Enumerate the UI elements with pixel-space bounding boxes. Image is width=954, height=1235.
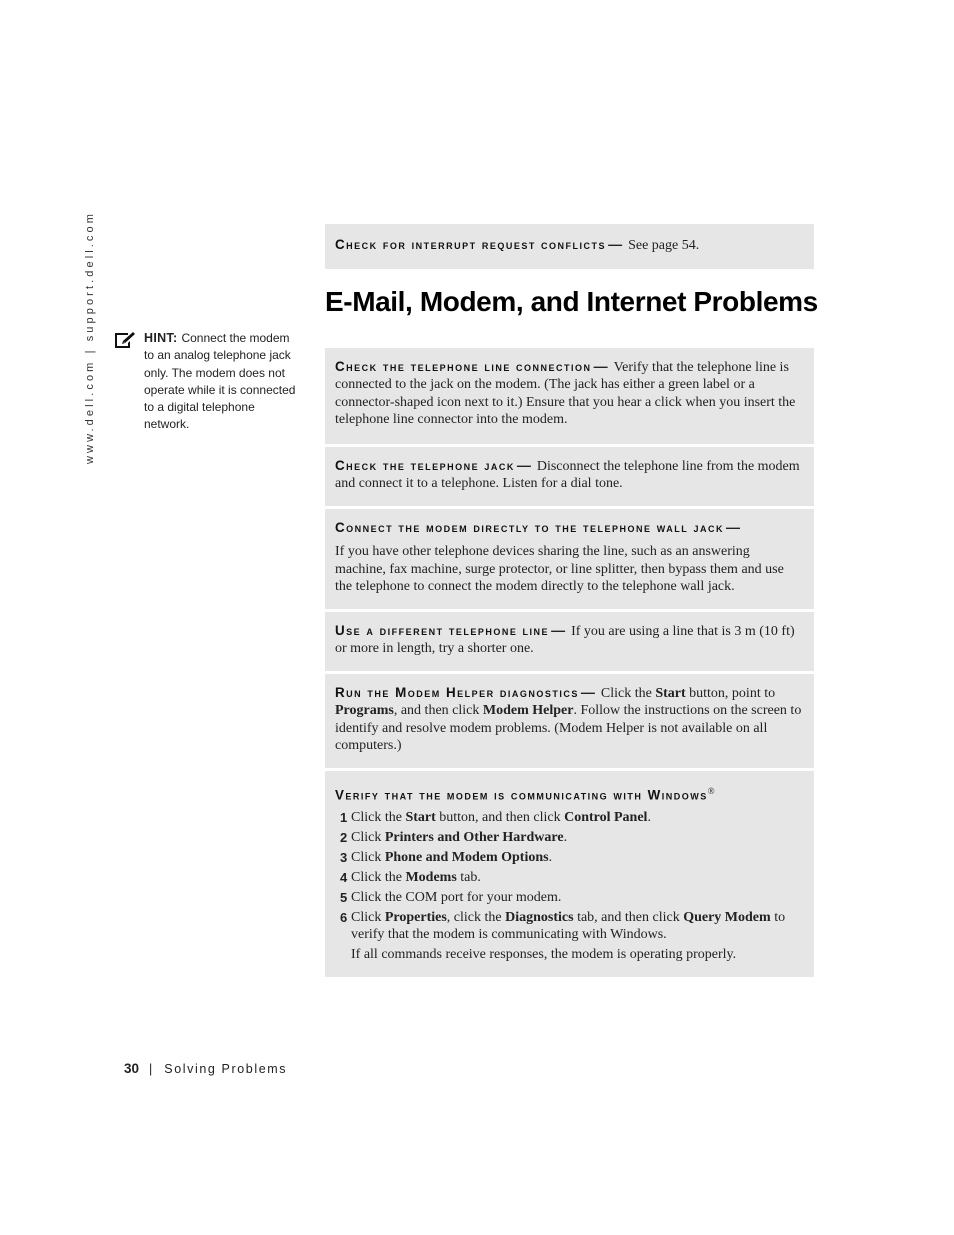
irq-text: See page 54. bbox=[628, 238, 700, 253]
side-url: www.dell.com | support.dell.com bbox=[84, 210, 96, 464]
step-number: 2 bbox=[340, 830, 348, 846]
irq-dash: — bbox=[608, 236, 623, 252]
jack-heading: Check the telephone jack bbox=[335, 458, 515, 473]
different-line-box bbox=[325, 612, 814, 671]
modem-helper-start: Start bbox=[655, 686, 686, 701]
step-number: 1 bbox=[340, 810, 348, 826]
line-connection-heading: Check the telephone line connection bbox=[335, 359, 592, 374]
different-line-heading: Use a different telephone line bbox=[335, 623, 550, 638]
step-text: . bbox=[548, 850, 553, 866]
line-connection-text: Verify that the telephone line is connected to the jack on the modem. (The jack has either a green label or a connector-shaped icon next to it.) Ensure that you hear a click when you insert the telephone line connector into the modem. bbox=[335, 360, 796, 428]
step-bold: Phone and Modem Options bbox=[384, 850, 549, 866]
step-1 bbox=[335, 809, 802, 826]
step-2 bbox=[335, 829, 802, 846]
step-3 bbox=[335, 849, 802, 866]
footer-separator: | bbox=[149, 1062, 153, 1076]
step-text: . bbox=[563, 830, 568, 846]
step-text: Click the bbox=[351, 810, 402, 826]
section-name: Solving Problems bbox=[164, 1062, 288, 1076]
step-number: 4 bbox=[340, 870, 348, 886]
different-line-text: If you are using a line that is 3 m (10 ft) or more in length, try a shorter one. bbox=[335, 624, 795, 657]
modem-helper-text-4: . Follow the instructions on the screen to identify and resolve modem problems. (Modem Helper is not available on all computers.) bbox=[335, 703, 802, 754]
step-number: 3 bbox=[340, 850, 348, 866]
step-5 bbox=[335, 889, 802, 906]
modem-helper-text-1: Click the bbox=[600, 686, 652, 701]
modem-helper-heading: Run the Modem Helper diagnostics bbox=[335, 685, 579, 700]
jack-dash: — bbox=[516, 457, 531, 473]
jack-box bbox=[325, 447, 814, 506]
step-text: Click the bbox=[351, 870, 402, 886]
step-number: 5 bbox=[340, 890, 348, 906]
modem-helper-box bbox=[325, 674, 814, 768]
hint-label: HINT: bbox=[144, 331, 178, 345]
step-text: Click bbox=[351, 830, 382, 846]
step-text: tab, and then click bbox=[577, 910, 680, 926]
page-title: E-Mail, Modem, and Internet Problems bbox=[325, 286, 818, 317]
step-bold: Printers and Other Hardware bbox=[384, 830, 564, 846]
pencil-note-icon bbox=[114, 331, 136, 349]
step-bold: Diagnostics bbox=[505, 910, 574, 926]
modem-helper-text-2: button, point to bbox=[689, 686, 776, 701]
irq-heading: Check for interrupt request conflicts bbox=[335, 237, 607, 252]
registered-mark: ® bbox=[707, 786, 715, 796]
step-text: tab. bbox=[460, 870, 481, 886]
line-connection-box bbox=[325, 348, 814, 444]
step-bold: Query Modem bbox=[683, 910, 771, 926]
different-line-dash: — bbox=[551, 622, 566, 638]
verify-final-note: If all commands receive responses, the modem is operating properly. bbox=[351, 947, 737, 963]
irq-box bbox=[325, 224, 814, 269]
line-connection-dash: — bbox=[593, 358, 608, 374]
modem-helper-name: Modem Helper bbox=[482, 703, 574, 719]
hint-text bbox=[144, 330, 302, 434]
step-text: Click bbox=[351, 850, 382, 866]
page-number: 30 bbox=[124, 1061, 140, 1076]
hint-body: Connect the modem to an analog telephone jack only. The modem does not operate while it is connected to a digital telephone network. bbox=[144, 331, 296, 432]
step-bold: Control Panel bbox=[564, 810, 648, 826]
wall-jack-text: If you have other telephone devices sharing the line, such as an answering machine, fax machine, surge protector, or line splitter, then bypass them and use the telephone to connect the modem directly to the telephone wall jack. bbox=[335, 544, 784, 595]
step-bold: Start bbox=[405, 810, 436, 826]
wall-jack-heading: Connect the modem directly to the telephone wall jack bbox=[335, 520, 724, 535]
verify-heading: Verify that the modem is communicating with Windows bbox=[335, 787, 708, 803]
step-text: to verify that the modem is communicating with Windows. bbox=[351, 910, 786, 943]
step-number: 6 bbox=[340, 910, 348, 926]
step-text: , click the bbox=[446, 910, 502, 926]
step-4 bbox=[335, 869, 802, 886]
step-bold: Modems bbox=[405, 870, 457, 886]
jack-text: Disconnect the telephone line from the modem and connect it to a telephone. Listen for a dial tone. bbox=[335, 459, 800, 492]
step-text: . bbox=[647, 810, 651, 826]
modem-helper-programs: Programs bbox=[335, 703, 394, 719]
step-6 bbox=[335, 909, 802, 944]
step-text: button, and then click bbox=[439, 810, 561, 826]
wall-jack-dash: — bbox=[725, 519, 740, 535]
modem-helper-dash: — bbox=[580, 684, 595, 700]
step-text: Click the COM port for your modem. bbox=[351, 890, 562, 906]
wall-jack-box bbox=[325, 509, 814, 609]
page-footer bbox=[124, 1061, 287, 1076]
modem-helper-text-3: , and then click bbox=[393, 703, 480, 719]
step-text: Click bbox=[351, 910, 382, 926]
verify-box bbox=[325, 771, 814, 977]
step-bold: Properties bbox=[384, 910, 447, 926]
verify-steps bbox=[335, 809, 802, 944]
